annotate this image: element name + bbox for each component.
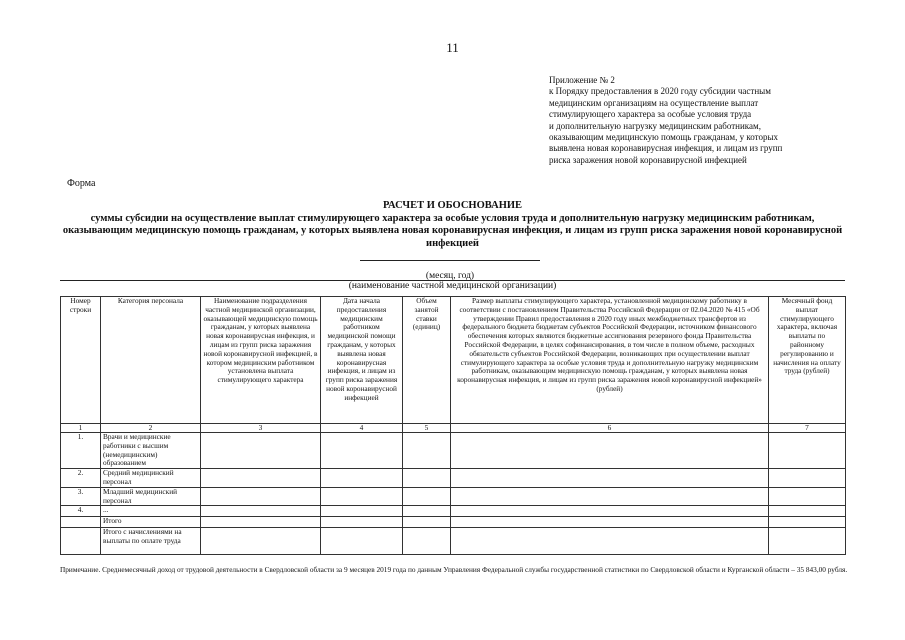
table-cell[interactable] [321, 506, 403, 517]
appendix-line: выявлена новая коронавирусная инфекция, и лицам из групп [549, 143, 783, 154]
table-cell[interactable] [451, 528, 769, 555]
header-rate-volume: Объем занятой ставки (единиц) [403, 297, 451, 424]
column-number-row [61, 424, 846, 433]
row-category: Средний медицинский персонал [101, 469, 201, 488]
appendix-heading: Приложение № 2 [549, 75, 615, 85]
table-cell[interactable] [451, 469, 769, 488]
period-blank-line [360, 260, 540, 271]
row-category: Младший медицинский персонал [101, 487, 201, 506]
table-cell[interactable] [451, 517, 769, 528]
header-category: Категория персонала [101, 297, 201, 424]
row-category: Итого [101, 517, 201, 528]
column-number: 7 [769, 424, 846, 433]
row-number: 4. [61, 506, 101, 517]
appendix-line: риска заражения новой коронавирусной инфекцией [549, 154, 747, 165]
footnote: Примечание. Среднемесячный доход от трудовой деятельности в Свердловской области за 9 месяцев 2019 года по данным Управления Федеральной службы государственной статистики по Свердловской области и Курганской области – 35 843,00 рубля. [60, 565, 848, 574]
table-row [61, 506, 846, 517]
row-number: 2. [61, 469, 101, 488]
calculation-table [60, 296, 846, 555]
header-payment-amount: Размер выплаты стимулирующего характера, установленной медицинскому работнику в соответствии с постановлением Правительства Российской Федерации от 02.04.2020 № 415 «Об утверждении Правил предоставления в 2020 году иных межбюджетных трансфертов из федерального бюджета бюджетам субъектов Российской Федерации, источником финансового обеспечения которых являются бюджетные ассигнования резервного фонда Правительства Российской Федерации, в целях софинансирования, в том числе в полном объеме, расходных обязательств субъектов Российской Федерации, возникающих при осуществлении выплат стимулирующего характера за особые условия труда и дополнительную нагрузку медицинским работникам, оказывающим медицинскую помощь гражданам, у которых выявлена новая коронавирусная инфекция, и лицам из групп риска заражения новой коронавирусной инфекцией» (рублей) [451, 297, 769, 424]
table-cell[interactable] [769, 506, 846, 517]
table-cell[interactable] [769, 487, 846, 506]
header-monthly-fund: Месячный фонд выплат стимулирующего характера, включая выплаты по районному регулированию и начисления на оплату труда (рублей) [769, 297, 846, 424]
document-title [60, 200, 845, 250]
appendix-line: к Порядку предоставления в 2020 году субсидии частным [549, 86, 771, 97]
table-row [61, 469, 846, 488]
table-row [61, 517, 846, 528]
table-cell[interactable] [321, 517, 403, 528]
appendix-line: медицинским организациям на осуществление выплат [549, 97, 759, 108]
period-field [360, 252, 540, 281]
table-row [61, 433, 846, 469]
table-cell[interactable] [451, 433, 769, 469]
table-cell[interactable] [403, 487, 451, 506]
column-number: 2 [101, 424, 201, 433]
organization-field [60, 280, 845, 291]
table-cell[interactable] [201, 487, 321, 506]
table-cell[interactable] [769, 433, 846, 469]
header-start-date: Дата начала предоставления медицинским работником медицинской помощи гражданам, у которых выявлена новая коронавирусная инфекция, и лицам из групп риска заражения новой коронавирусной инфекцией [321, 297, 403, 424]
row-number: 3. [61, 487, 101, 506]
table-cell[interactable] [403, 433, 451, 469]
table-cell[interactable] [321, 487, 403, 506]
appendix-line: оказывающим медицинскую помощь гражданам, у которых [549, 132, 779, 143]
period-caption: (месяц, год) [425, 271, 475, 281]
table-cell[interactable] [201, 517, 321, 528]
table-cell[interactable] [403, 506, 451, 517]
table-cell[interactable] [769, 517, 846, 528]
table-cell[interactable] [321, 433, 403, 469]
table-cell[interactable] [321, 528, 403, 555]
row-category: Врачи и медицинские работники с высшим (немедицинским) образованием [101, 433, 201, 469]
appendix-block [549, 75, 879, 166]
row-number [61, 517, 101, 528]
table-cell[interactable] [403, 517, 451, 528]
column-number: 4 [321, 424, 403, 433]
table-cell[interactable] [769, 469, 846, 488]
column-number: 3 [201, 424, 321, 433]
row-category: ... [101, 506, 201, 517]
table-header-row [61, 297, 846, 424]
table-cell[interactable] [769, 528, 846, 555]
appendix-line: стимулирующего характера за особые условия труда [549, 109, 752, 120]
row-number [61, 528, 101, 555]
organization-caption: (наименование частной медицинской организации) [348, 281, 557, 291]
table-cell[interactable] [201, 528, 321, 555]
column-number: 6 [451, 424, 769, 433]
title-main: РАСЧЕТ И ОБОСНОВАНИЕ [382, 200, 523, 211]
header-department: Наименование подразделения частной медицинской организации, оказывающей медицинскую помощь гражданам, у которых выявлена новая коронавирусная инфекция, и лицам из групп риска заражения новой коронавирусной инфекцией, в котором медицинским работником установлена выплата стимулирующего характера [201, 297, 321, 424]
column-number: 1 [61, 424, 101, 433]
page-number: 11 [446, 40, 459, 55]
table-cell[interactable] [321, 469, 403, 488]
appendix-line: и дополнительную нагрузку медицинским работникам, [549, 120, 761, 131]
table-cell[interactable] [201, 433, 321, 469]
table-cell[interactable] [451, 506, 769, 517]
table-cell[interactable] [403, 528, 451, 555]
form-label: Форма [67, 178, 96, 189]
title-subtitle: суммы субсидии на осуществление выплат стимулирующего характера за особые условия труда и дополнительную нагрузку медицинским работникам, оказывающим медицинскую помощь гражданам, у которых выявлена новая коронавирусная инфекция, и лицам из групп риска заражения новой коронавирусной инфекцией [62, 212, 843, 249]
row-category: Итого с начислениями на выплаты по оплате труда [101, 528, 201, 555]
table-cell[interactable] [201, 506, 321, 517]
table-cell[interactable] [403, 469, 451, 488]
table-row [61, 528, 846, 555]
table-cell[interactable] [201, 469, 321, 488]
header-row-number: Номер строки [61, 297, 101, 424]
table-cell[interactable] [451, 487, 769, 506]
table-row [61, 487, 846, 506]
row-number: 1. [61, 433, 101, 469]
column-number: 5 [403, 424, 451, 433]
